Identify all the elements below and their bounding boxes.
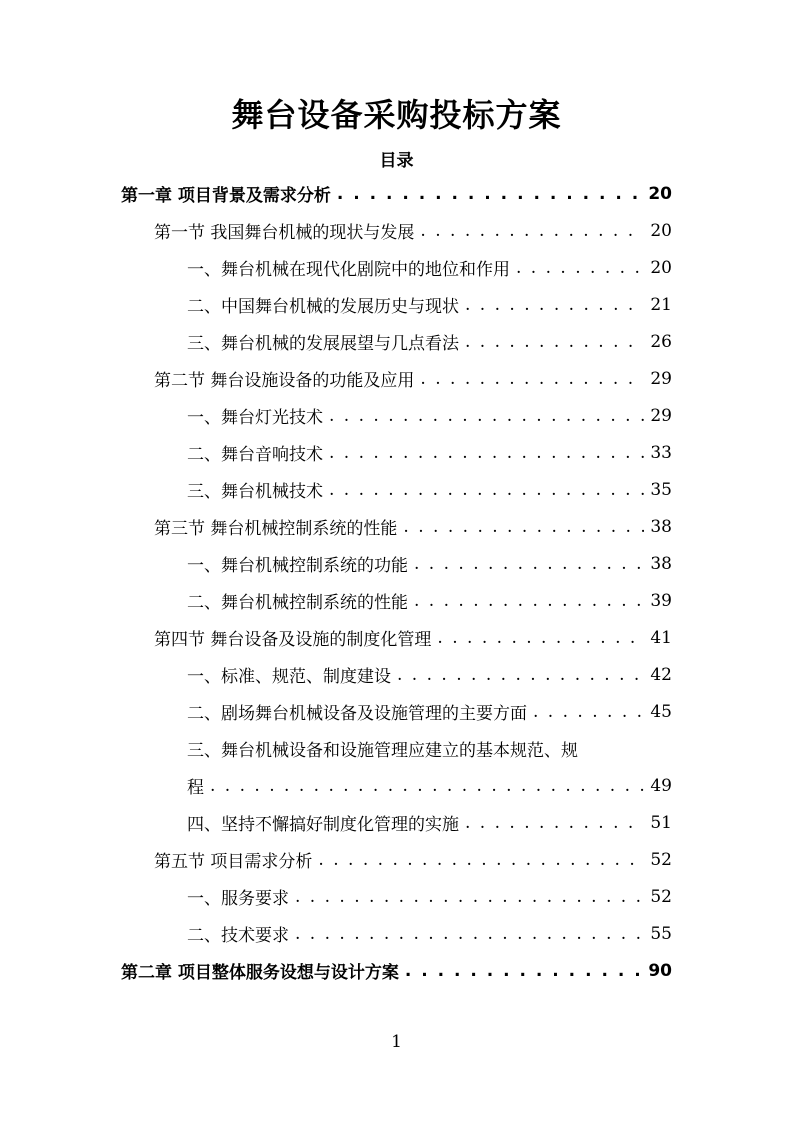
toc-entry-subsection[interactable] <box>187 656 672 693</box>
toc-entry-page: 39 <box>650 590 672 611</box>
leader-dots <box>414 591 644 611</box>
leader-dots <box>465 813 644 833</box>
toc-entry-label: 一、舞台灯光技术 <box>187 408 323 428</box>
toc-entry-label: 一、舞台机械控制系统的功能 <box>187 556 408 576</box>
toc-entry-chapter-1[interactable] <box>121 175 672 212</box>
toc-entry-subsection[interactable] <box>187 915 672 952</box>
leader-dots <box>465 295 644 315</box>
toc-entry-subsection[interactable] <box>187 434 672 471</box>
leader-dots <box>337 184 642 204</box>
toc-entry-label: 四、坚持不懈搞好制度化管理的实施 <box>187 815 459 835</box>
toc-heading: 目录 <box>379 151 414 171</box>
leader-dots <box>295 924 644 944</box>
leader-dots <box>210 776 644 796</box>
leader-dots <box>516 258 644 278</box>
document-title: 舞台设备采购投标方案 <box>231 96 562 134</box>
toc-entry-page: 38 <box>650 553 672 574</box>
toc-entry-label: 第四节 舞台设备及设施的制度化管理 <box>154 630 432 650</box>
toc-entry-page: 21 <box>650 294 672 315</box>
toc-entry-label: 一、服务要求 <box>187 889 289 909</box>
toc-entry-page: 26 <box>650 331 672 352</box>
toc-entry-subsection-wrapped[interactable] <box>187 730 672 767</box>
toc-entry-section[interactable] <box>154 508 672 545</box>
toc-entry-section[interactable] <box>154 841 672 878</box>
toc-entry-page: 55 <box>650 923 672 944</box>
toc-entry-label: 一、标准、规范、制度建设 <box>187 667 391 687</box>
toc-entry-label: 二、舞台机械控制系统的性能 <box>187 593 408 613</box>
leader-dots <box>414 554 644 574</box>
toc-entry-page: 35 <box>650 479 672 500</box>
toc-entry-label: 二、舞台音响技术 <box>187 445 323 465</box>
leader-dots <box>403 517 644 537</box>
leader-dots <box>397 665 644 685</box>
toc-entry-subsection[interactable] <box>187 249 672 286</box>
toc-entry-label: 二、技术要求 <box>187 926 289 946</box>
leader-dots <box>318 850 644 870</box>
toc-entry-subsection[interactable] <box>187 878 672 915</box>
toc-entry-subsection[interactable] <box>187 693 672 730</box>
leader-dots <box>533 702 644 722</box>
toc-entry-label: 三、舞台机械设备和设施管理应建立的基本规范、规 <box>187 741 578 761</box>
page-number: 1 <box>391 1032 402 1052</box>
leader-dots <box>405 961 642 981</box>
toc-entry-label-continuation: 程 <box>187 778 204 798</box>
toc-entry-page: 20 <box>650 220 672 241</box>
toc-entry-section[interactable] <box>154 212 672 249</box>
toc-entry-page: 29 <box>650 368 672 389</box>
toc-entry-label: 第二节 舞台设施设备的功能及应用 <box>154 371 415 391</box>
toc-entry-subsection[interactable] <box>187 286 672 323</box>
toc-entry-subsection[interactable] <box>187 323 672 360</box>
toc-entry-label: 二、中国舞台机械的发展历史与现状 <box>187 297 459 317</box>
toc-entry-page: 41 <box>650 627 672 648</box>
leader-dots <box>465 332 644 352</box>
toc-entry-page: 49 <box>650 775 672 796</box>
leader-dots <box>420 369 644 389</box>
toc-entry-subsection[interactable] <box>187 582 672 619</box>
leader-dots <box>437 628 644 648</box>
toc-entry-page: 51 <box>650 812 672 833</box>
toc-entry-label: 三、舞台机械的发展展望与几点看法 <box>187 334 459 354</box>
toc-entry-page: 90 <box>648 960 672 981</box>
toc-entry-label: 一、舞台机械在现代化剧院中的地位和作用 <box>187 260 510 280</box>
toc-entry-page: 29 <box>650 405 672 426</box>
toc-entry-label: 第一章 项目背景及需求分析 <box>121 186 331 206</box>
leader-dots <box>420 221 644 241</box>
leader-dots <box>329 406 644 426</box>
toc-entry-page: 20 <box>650 257 672 278</box>
toc-entry-page: 42 <box>650 664 672 685</box>
toc-entry-label: 第二章 项目整体服务设想与设计方案 <box>121 963 399 983</box>
toc-entry-subsection[interactable] <box>187 397 672 434</box>
leader-dots <box>329 443 644 463</box>
toc-entry-page: 20 <box>648 183 672 204</box>
toc-entry-subsection-continuation[interactable] <box>187 767 672 804</box>
toc-entry-section[interactable] <box>154 619 672 656</box>
leader-dots <box>329 480 644 500</box>
toc-entry-label: 第三节 舞台机械控制系统的性能 <box>154 519 398 539</box>
leader-dots <box>295 887 644 907</box>
toc-entry-label: 二、剧场舞台机械设备及设施管理的主要方面 <box>187 704 527 724</box>
toc-entry-subsection[interactable] <box>187 804 672 841</box>
toc-entry-label: 第一节 我国舞台机械的现状与发展 <box>154 223 415 243</box>
toc-entry-label: 三、舞台机械技术 <box>187 482 323 502</box>
toc-entry-label: 第五节 项目需求分析 <box>154 852 313 872</box>
toc-entry-page: 52 <box>650 849 672 870</box>
toc-entry-page: 33 <box>650 442 672 463</box>
toc-entry-page: 45 <box>650 701 672 722</box>
toc-entry-subsection[interactable] <box>187 471 672 508</box>
toc-entry-page: 52 <box>650 886 672 907</box>
toc-entry-subsection[interactable] <box>187 545 672 582</box>
toc-entry-chapter-2[interactable] <box>121 952 672 989</box>
toc-entry-page: 38 <box>650 516 672 537</box>
toc-entry-section[interactable] <box>154 360 672 397</box>
